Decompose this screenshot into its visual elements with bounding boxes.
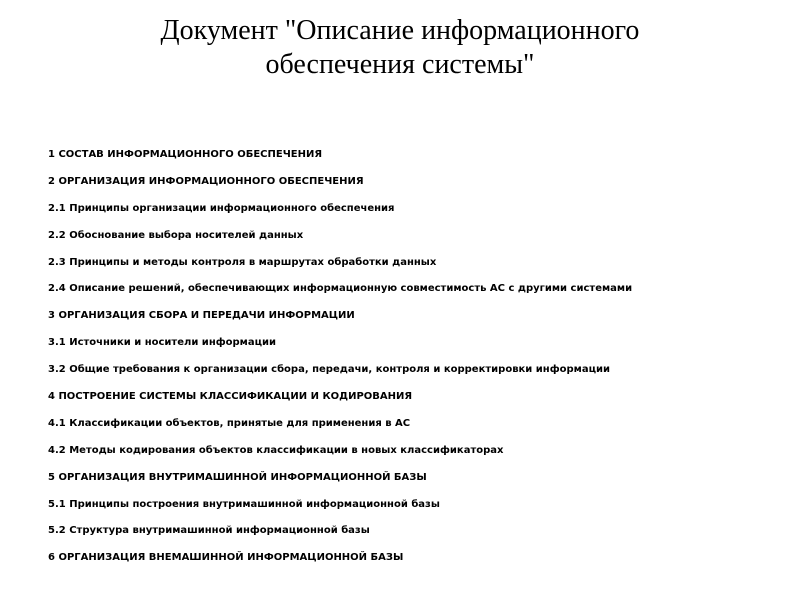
toc-item-5-2: 5.2 Структура внутримашинной информационной базы bbox=[48, 525, 370, 537]
toc-item-2-3: 2.3 Принципы и методы контроля в маршрутах обработки данных bbox=[48, 256, 437, 268]
toc-item-5: 5 ОРГАНИЗАЦИЯ ВНУТРИМАШИННОЙ ИНФОРМАЦИОННОЙ БАЗЫ bbox=[48, 471, 427, 483]
toc-item-4: 4 ПОСТРОЕНИЕ СИСТЕМЫ КЛАССИФИКАЦИИ И КОДИРОВАНИЯ bbox=[48, 391, 413, 403]
toc-item-3-2: 3.2 Общие требования к организации сбора, передачи, контроля и корректировки информации bbox=[48, 364, 611, 376]
toc-item-2-2: 2.2 Обоснование выбора носителей данных bbox=[48, 229, 304, 241]
toc-item-1: 1 СОСТАВ ИНФОРМАЦИОННОГО ОБЕСПЕЧЕНИЯ bbox=[48, 149, 323, 160]
toc-item-6: 6 ОРГАНИЗАЦИЯ ВНЕМАШИННОЙ ИНФОРМАЦИОННОЙ БАЗЫ bbox=[48, 552, 404, 564]
page-title-line-2: обеспечения системы" bbox=[265, 49, 535, 80]
toc-item-3-1: 3.1 Источники и носители информации bbox=[48, 337, 277, 349]
toc-item-3: 3 ОРГАНИЗАЦИЯ СБОРА И ПЕРЕДАЧИ ИНФОРМАЦИИ bbox=[48, 310, 355, 322]
toc-item-4-2: 4.2 Методы кодирования объектов классификации в новых классификаторах bbox=[48, 444, 504, 456]
page-title-line-1: Документ "Описание информационного bbox=[160, 15, 640, 46]
table-of-contents bbox=[48, 149, 788, 579]
toc-item-2-4: 2.4 Описание решений, обеспечивающих информационную совместимость АС с другими системами bbox=[48, 283, 633, 295]
toc-item-5-1: 5.1 Принципы построения внутримашинной информационной базы bbox=[48, 498, 440, 510]
toc-item-2: 2 ОРГАНИЗАЦИЯ ИНФОРМАЦИОННОГО ОБЕСПЕЧЕНИЯ bbox=[48, 175, 364, 187]
page-title bbox=[100, 14, 700, 82]
toc-item-4-1: 4.1 Классификации объектов, принятые для применения в АС bbox=[48, 417, 411, 429]
toc-item-2-1: 2.1 Принципы организации информационного обеспечения bbox=[48, 202, 395, 214]
